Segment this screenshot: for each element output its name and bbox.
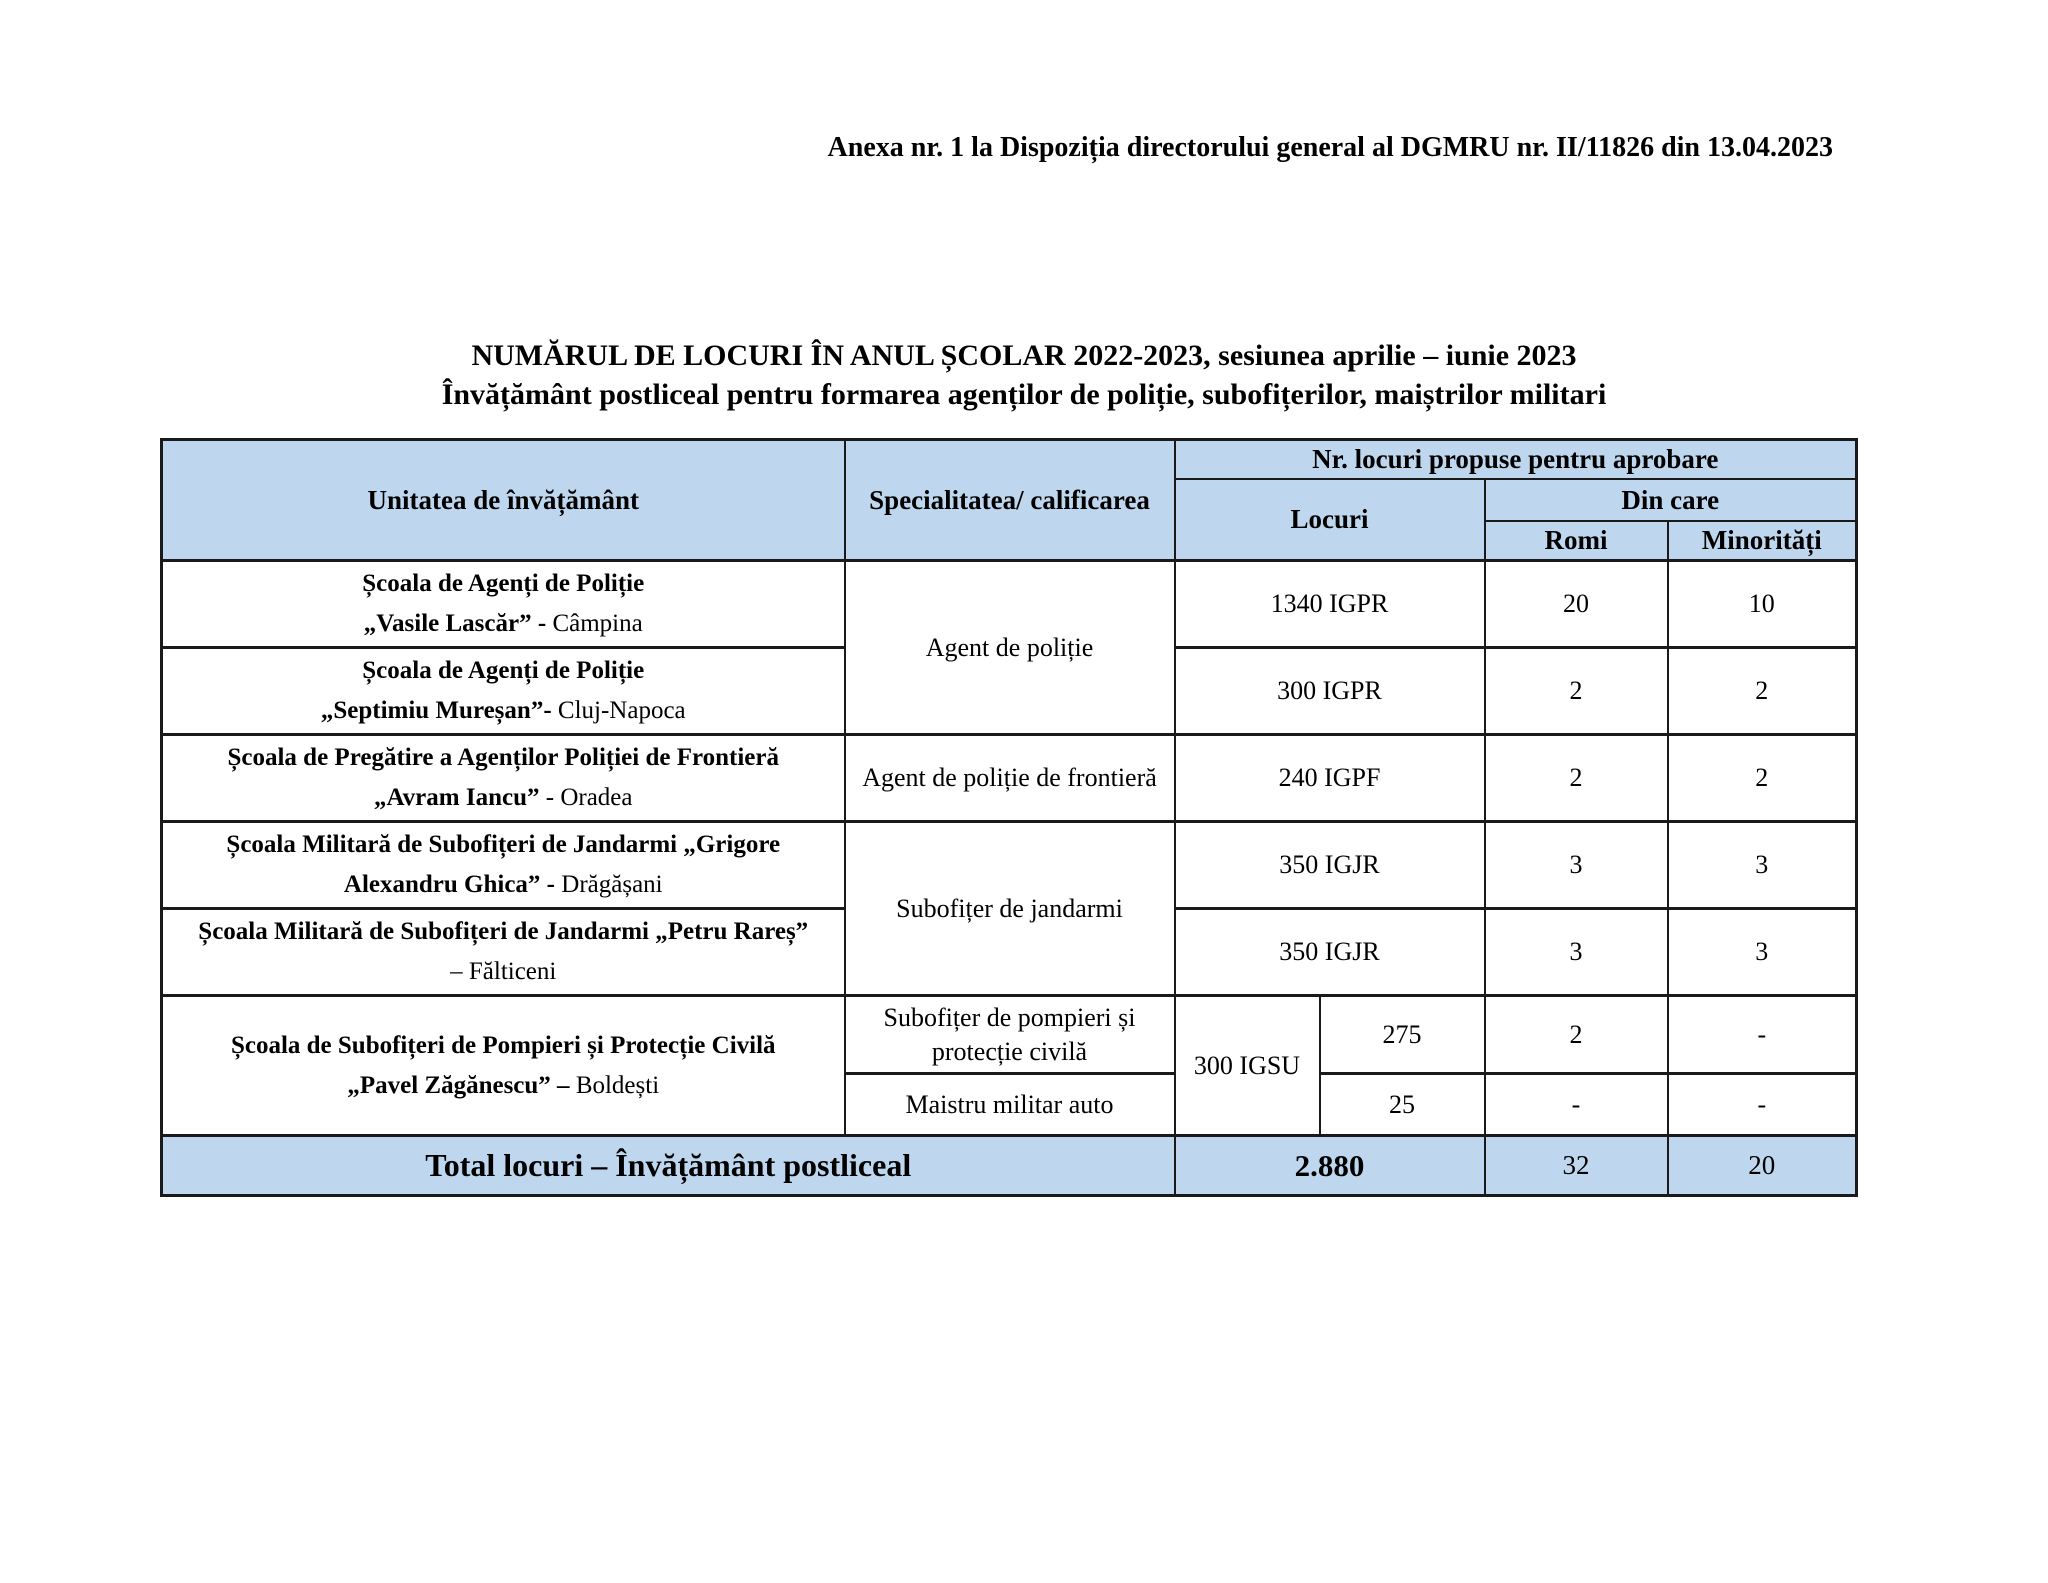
doc-title-line2: Învățământ postliceal pentru formarea agenților de poliție, subofițerilor, maiștrilor militari	[441, 378, 1607, 411]
places-cell: 25	[1320, 1074, 1485, 1136]
col-header-unit: Unitatea de învățământ	[162, 440, 845, 561]
roma-cell: 2	[1485, 735, 1668, 822]
col-header-minorities: Minorități	[1668, 521, 1857, 561]
unit-cell: Școala de Agenți de Poliție „Septimiu Mureșan”- Cluj-Napoca	[162, 648, 845, 735]
minorities-cell: 2	[1668, 735, 1857, 822]
places-cell: 350 IGJR	[1175, 822, 1485, 909]
roma-cell: 2	[1485, 996, 1668, 1074]
places-cell: 240 IGPF	[1175, 735, 1485, 822]
minorities-cell: 2	[1668, 648, 1857, 735]
specialty-cell: Agent de poliție de frontieră	[845, 735, 1175, 822]
col-header-places: Locuri	[1175, 479, 1485, 561]
doc-title	[0, 336, 2048, 414]
minorities-cell: -	[1668, 996, 1857, 1074]
specialty-cell: Agent de poliție	[845, 561, 1175, 735]
minorities-cell: -	[1668, 1074, 1857, 1136]
unit-cell: Școala de Pregătire a Agenților Poliției de Frontieră „Avram Iancu” - Oradea	[162, 735, 845, 822]
places-group-cell: 300 IGSU	[1175, 996, 1320, 1136]
total-minorities-cell: 20	[1668, 1136, 1857, 1196]
total-label-cell: Total locuri – Învățământ postliceal	[162, 1136, 1175, 1196]
table-row	[162, 561, 1857, 648]
roma-cell: 2	[1485, 648, 1668, 735]
minorities-cell: 3	[1668, 909, 1857, 996]
unit-cell: Școala Militară de Subofițeri de Jandarmi „Petru Rareș” – Fălticeni	[162, 909, 845, 996]
table-row	[162, 735, 1857, 822]
specialty-cell: Subofițer de pompieri și protecție civilă	[845, 996, 1175, 1074]
places-cell: 350 IGJR	[1175, 909, 1485, 996]
col-header-places-group: Nr. locuri propuse pentru aprobare	[1175, 440, 1857, 480]
total-row	[162, 1136, 1857, 1196]
total-roma-cell: 32	[1485, 1136, 1668, 1196]
unit-cell: Școala Militară de Subofițeri de Jandarmi „Grigore Alexandru Ghica” - Drăgășani	[162, 822, 845, 909]
specialty-cell: Maistru militar auto	[845, 1074, 1175, 1136]
header-row-1	[162, 440, 1857, 480]
minorities-cell: 3	[1668, 822, 1857, 909]
roma-cell: 3	[1485, 909, 1668, 996]
specialty-cell: Subofițer de jandarmi	[845, 822, 1175, 996]
col-header-specialty: Specialitatea/ calificarea	[845, 440, 1175, 561]
table-row	[162, 822, 1857, 909]
doc-title-line1: NUMĂRUL DE LOCURI ÎN ANUL ȘCOLAR 2022-2023, sesiunea aprilie – iunie 2023	[471, 339, 1577, 372]
admissions-table	[160, 438, 1858, 1197]
unit-cell: Școala de Subofițeri de Pompieri și Protecție Civilă „Pavel Zăgănescu” – Boldești	[162, 996, 845, 1136]
roma-cell: 20	[1485, 561, 1668, 648]
table-row	[162, 996, 1857, 1074]
col-header-of-which: Din care	[1485, 479, 1857, 521]
col-header-roma: Romi	[1485, 521, 1668, 561]
places-cell: 1340 IGPR	[1175, 561, 1485, 648]
annex-note: Anexa nr. 1 la Dispoziția directorului general al DGMRU nr. II/11826 din 13.04.2023	[827, 132, 1833, 163]
roma-cell: -	[1485, 1074, 1668, 1136]
minorities-cell: 10	[1668, 561, 1857, 648]
places-cell: 300 IGPR	[1175, 648, 1485, 735]
unit-cell: Școala de Agenți de Poliție „Vasile Lascăr” - Câmpina	[162, 561, 845, 648]
total-places-cell: 2.880	[1175, 1136, 1485, 1196]
roma-cell: 3	[1485, 822, 1668, 909]
places-cell: 275	[1320, 996, 1485, 1074]
